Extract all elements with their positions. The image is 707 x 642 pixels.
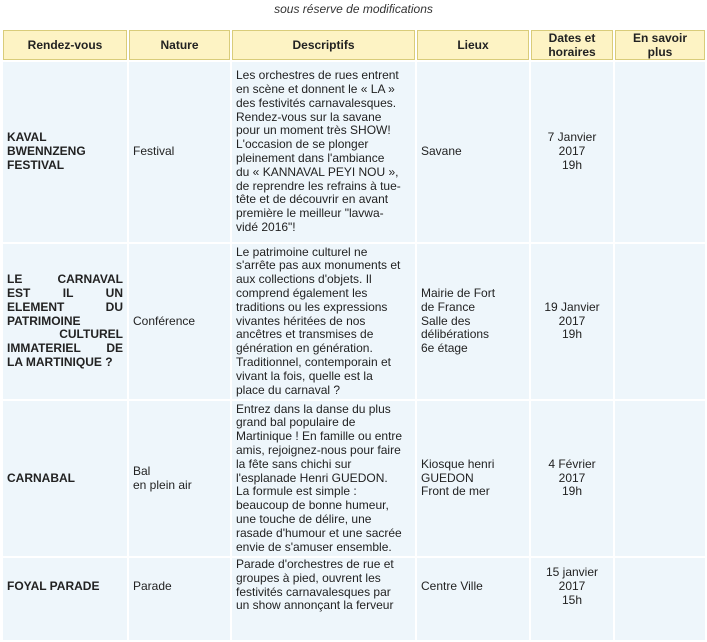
header-nature: Nature (129, 30, 230, 60)
description-cell: Les orchestres de rues entrent en scène et donnent le « LA » des festivités carnavalesques. Rendez-vous sur la savane pour un moment très SHOW! L'occasion de se plonger pleinement dans l'ambiance du « KANNAVAL PEYI NOU », de reprendre les refrains à tue- tête et de découvrir en avant première le meilleur "lavwa- vidé 2016"! (232, 62, 415, 242)
lieux-cell: Kiosque henri GUEDON Front de mer (417, 401, 529, 556)
table-header-row (3, 30, 705, 60)
more-info-cell (615, 401, 705, 556)
subtitle: sous réserve de modifications (274, 2, 433, 16)
more-info-cell (615, 558, 705, 640)
table-row (3, 244, 705, 399)
header-lieux: Lieux (417, 30, 529, 60)
nature-cell: Conférence (129, 244, 230, 399)
nature-cell: Parade (129, 558, 230, 640)
rendezvous-cell: KAVAL BWENNZENG FESTIVAL (3, 62, 127, 242)
header-plus: En savoir plus (615, 30, 705, 60)
description-cell: Entrez dans la danse du plus grand bal populaire de Martinique ! En famille ou entre amis, rejoignez-nous pour faire la fête sans chichi sur l'esplanade Henri GUEDON. La formule est simple : beaucoup de bonne humeur, une touche de délire, une rasade d'humour et une sacrée envie de s'amuser ensemble. (232, 401, 415, 556)
rendezvous-cell: FOYAL PARADE (3, 558, 127, 640)
header-rendezvous: Rendez-vous (3, 30, 127, 60)
rendezvous-cell: LE CARNAVAL EST IL UN ELEMENT DU PATRIMOINE CULTUREL IMMATERIEL DE LA MARTINIQUE ? (3, 244, 127, 399)
description-cell: Parade d'orchestres de rue et groupes à pied, ouvrent les festivités carnavalesques par un show annonçant la ferveur (232, 558, 415, 640)
nature-cell: Bal en plein air (129, 401, 230, 556)
table-row (3, 62, 705, 242)
description-cell: Le patrimoine culturel ne s'arrête pas aux monuments et aux collections d'objets. Il comprend également les traditions ou les expressions vivantes héritées de nos ancêtres et transmises de génération en génération. Traditionnel, contemporain et vivant la fois, quelle est la place du carnaval ? (232, 244, 415, 399)
table-row (3, 401, 705, 556)
more-info-cell (615, 244, 705, 399)
table-row (3, 558, 705, 640)
lieux-cell: Mairie de Fort de France Salle des délibérations 6e étage (417, 244, 529, 399)
events-table (1, 28, 707, 642)
header-descriptifs: Descriptifs (232, 30, 415, 60)
more-info-cell (615, 62, 705, 242)
nature-cell: Festival (129, 62, 230, 242)
header-dates: Dates et horaires (531, 30, 613, 60)
dates-cell: 19 Janvier 2017 19h (531, 244, 613, 399)
lieux-cell: Savane (417, 62, 529, 242)
dates-cell: 4 Février 2017 19h (531, 401, 613, 556)
rendezvous-cell: CARNABAL (3, 401, 127, 556)
dates-cell: 7 Janvier 2017 19h (531, 62, 613, 242)
dates-cell: 15 janvier 2017 15h (531, 558, 613, 640)
lieux-cell: Centre Ville (417, 558, 529, 640)
